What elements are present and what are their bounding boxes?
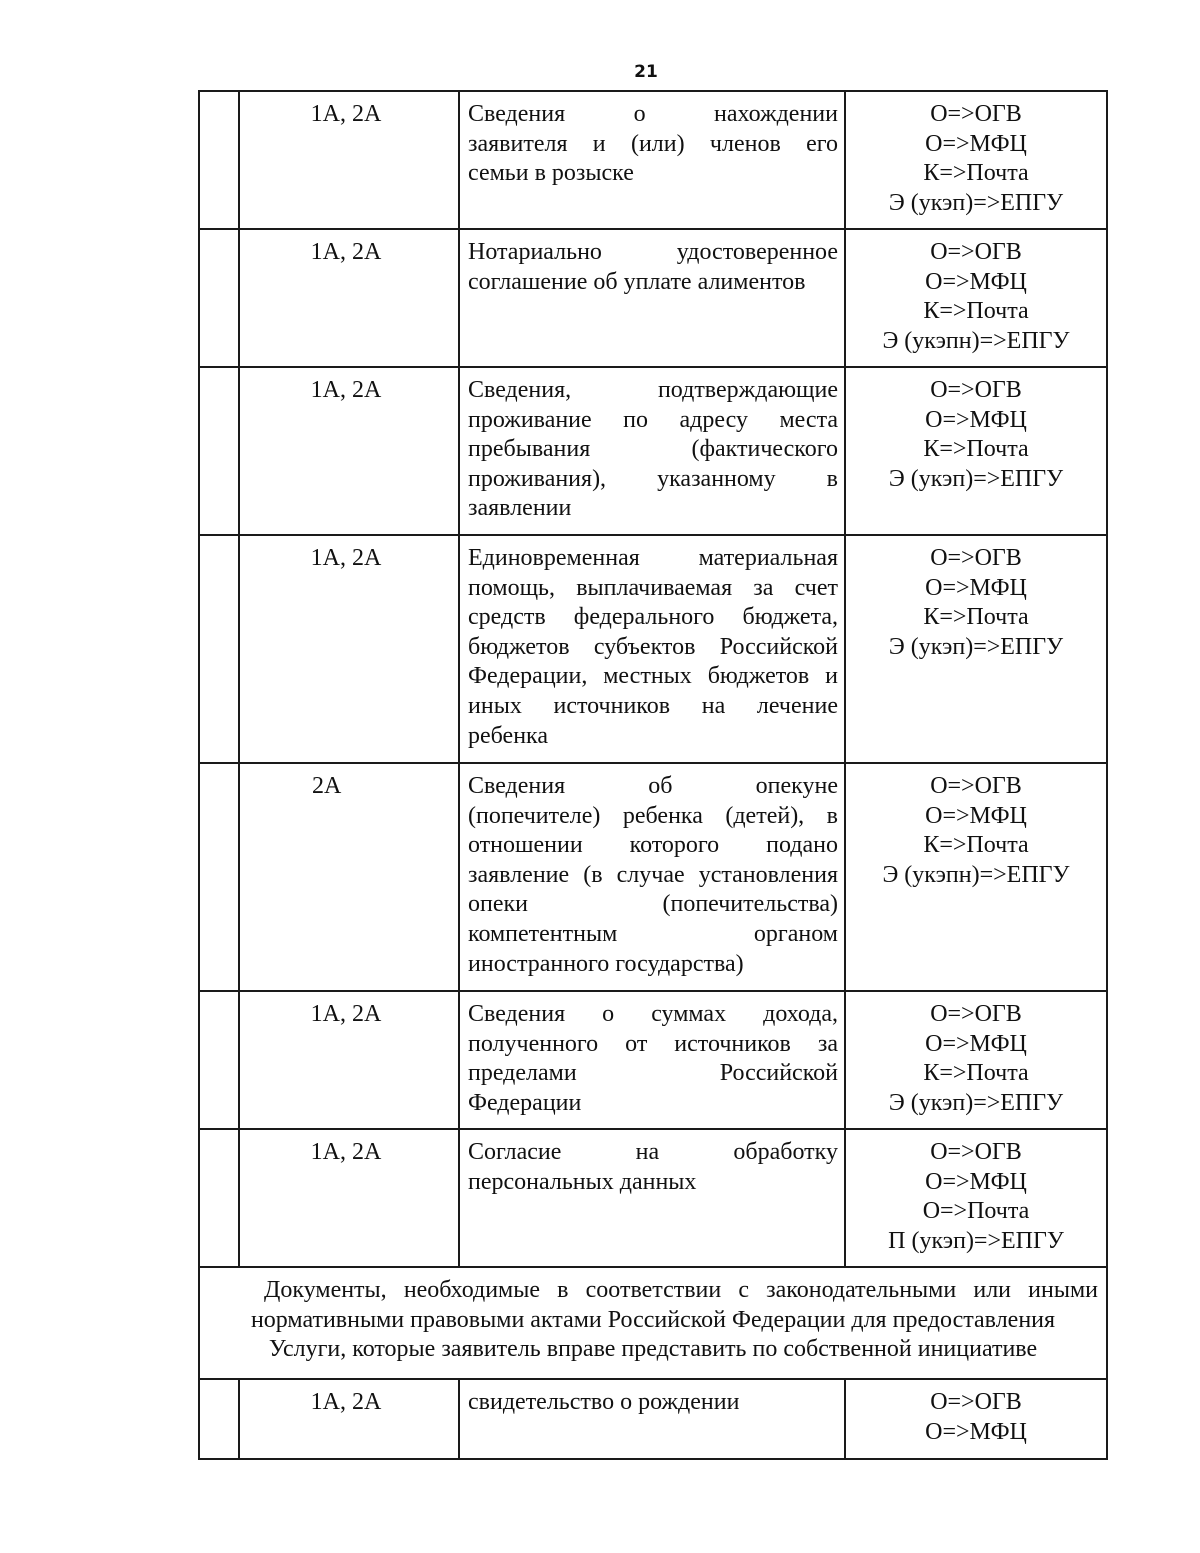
row-empty-cell — [199, 367, 239, 535]
submission-methods-cell: О=>ОГВ О=>МФЦ — [845, 1379, 1107, 1459]
table-row — [199, 367, 1107, 535]
row-empty-cell — [199, 91, 239, 229]
submission-methods-cell: О=>ОГВ О=>МФЦ К=>Почта Э (укэпн)=>ЕПГУ — [845, 229, 1107, 367]
row-empty-cell — [199, 991, 239, 1129]
table-row — [199, 1129, 1107, 1267]
table-row — [199, 763, 1107, 991]
category-cell: 2А — [239, 763, 459, 991]
category-cell: 1А, 2А — [239, 91, 459, 229]
submission-methods-cell: О=>ОГВ О=>МФЦ О=>Почта П (укэп)=>ЕПГУ — [845, 1129, 1107, 1267]
document-cell: Единовременная материальная помощь, выплачиваемая за счет средств федерального бюджета, бюджетов субъектов Российской Федерации, местных бюджетов и иных источников на лечение ребенка — [459, 535, 845, 763]
document-cell: Сведения об опекуне (попечителе) ребенка (детей), в отношении которого подано заявление (в случае установления опеки (попечительства) компетентным органом иностранного государства) — [459, 763, 845, 991]
category-cell: 1А, 2А — [239, 535, 459, 763]
document-cell: Нотариально удостоверенное соглашение об уплате алиментов — [459, 229, 845, 367]
table-row — [199, 535, 1107, 763]
section-heading: Документы, необходимые в соответствии с законодательными или иными нормативными правовыми актами Российской Федерации для предоставления Услуги, которые заявитель вправе представить по собственной инициативе — [199, 1267, 1107, 1379]
table-row — [199, 991, 1107, 1129]
table-row — [199, 229, 1107, 367]
category-cell: 1А, 2А — [239, 1129, 459, 1267]
submission-methods-cell: О=>ОГВ О=>МФЦ К=>Почта Э (укэпн)=>ЕПГУ — [845, 763, 1107, 991]
submission-methods-cell: О=>ОГВ О=>МФЦ К=>Почта Э (укэп)=>ЕПГУ — [845, 535, 1107, 763]
category-cell: 1А, 2А — [239, 367, 459, 535]
table-row — [199, 1379, 1107, 1459]
row-empty-cell — [199, 535, 239, 763]
document-cell: Сведения о суммах дохода, полученного от источников за пределами Российской Федерации — [459, 991, 845, 1129]
row-empty-cell — [199, 229, 239, 367]
page-number: 21 — [634, 62, 658, 82]
documents-table — [198, 90, 1108, 1460]
submission-methods-cell: О=>ОГВ О=>МФЦ К=>Почта Э (укэп)=>ЕПГУ — [845, 91, 1107, 229]
row-empty-cell — [199, 763, 239, 991]
category-cell: 1А, 2А — [239, 229, 459, 367]
submission-methods-cell: О=>ОГВ О=>МФЦ К=>Почта Э (укэп)=>ЕПГУ — [845, 367, 1107, 535]
document-cell: Согласие на обработку персональных данных — [459, 1129, 845, 1267]
category-cell: 1А, 2А — [239, 991, 459, 1129]
document-cell: Сведения, подтверждающие проживание по адресу места пребывания (фактического проживания), указанному в заявлении — [459, 367, 845, 535]
row-empty-cell — [199, 1379, 239, 1459]
document-cell: Сведения о нахождении заявителя и (или) членов его семьи в розыске — [459, 91, 845, 229]
submission-methods-cell: О=>ОГВ О=>МФЦ К=>Почта Э (укэп)=>ЕПГУ — [845, 991, 1107, 1129]
document-cell: свидетельство о рождении — [459, 1379, 845, 1459]
category-cell: 1А, 2А — [239, 1379, 459, 1459]
section-heading-row — [199, 1267, 1107, 1379]
table-row — [199, 91, 1107, 229]
row-empty-cell — [199, 1129, 239, 1267]
